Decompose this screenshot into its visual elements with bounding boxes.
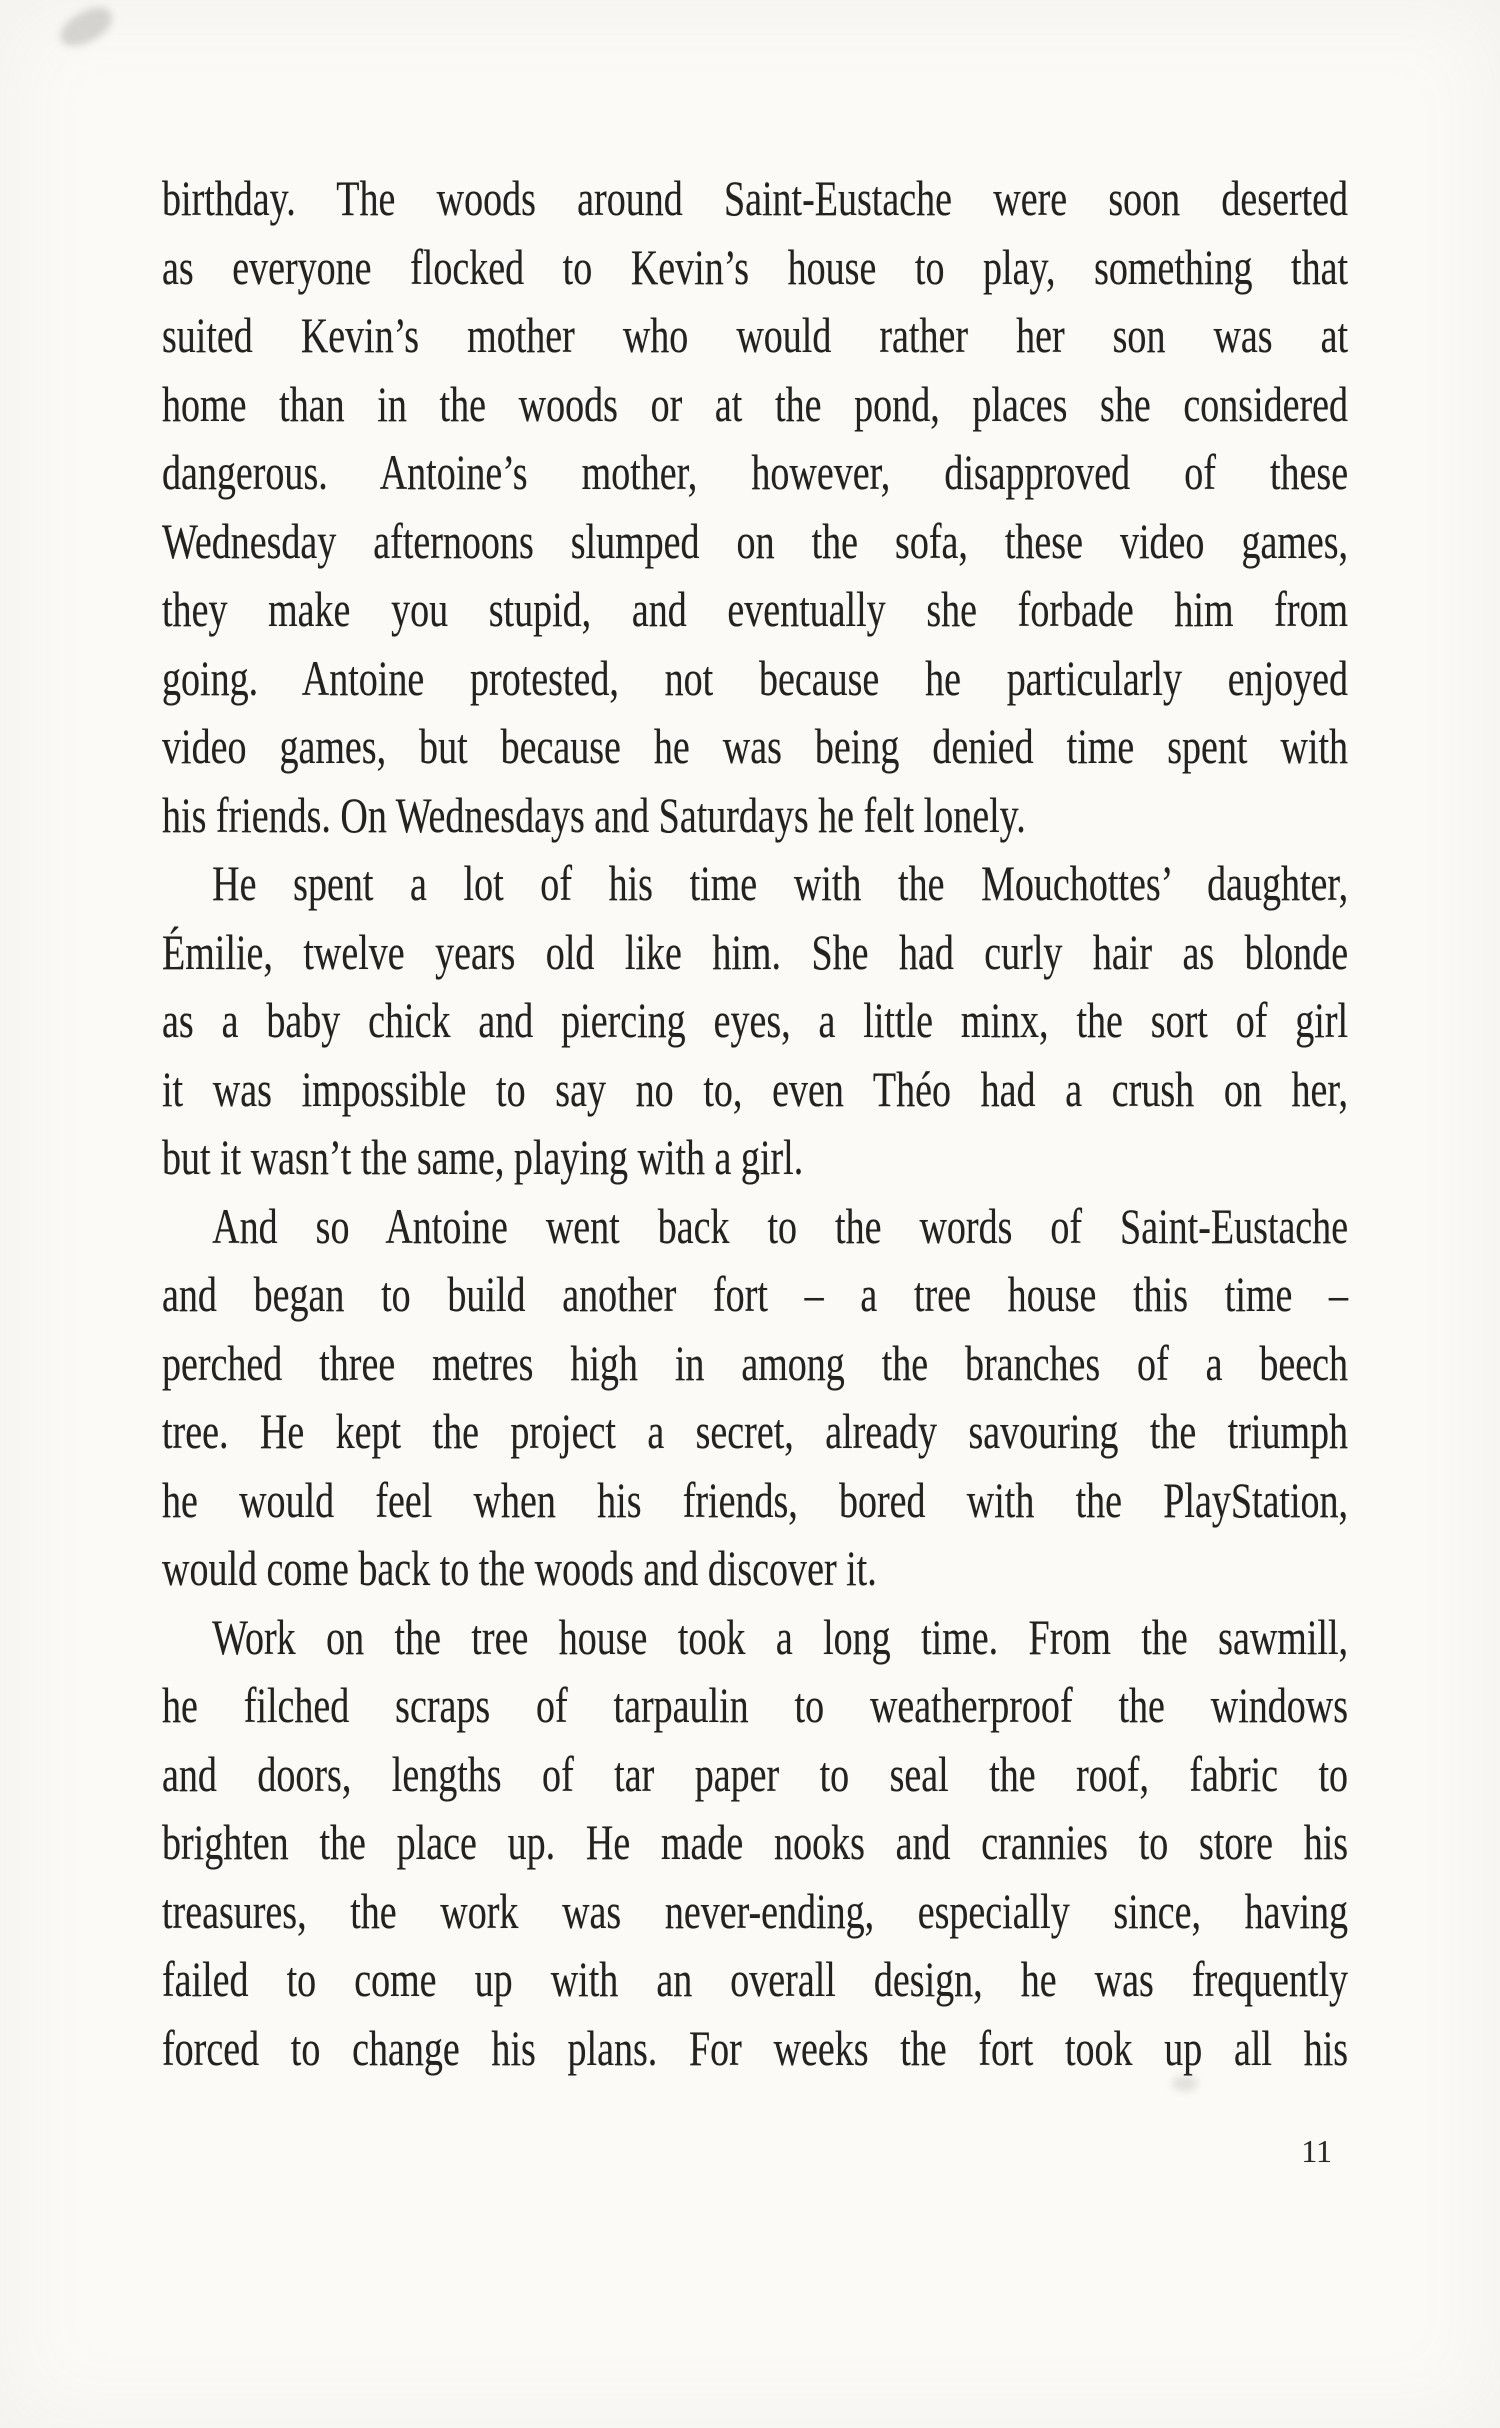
- text-line: Émilie, twelve years old like him. She had curly hair as blonde: [162, 923, 1349, 980]
- text-line: and began to build another fort – a tree house this time –: [162, 1266, 1349, 1322]
- text-line: dangerous. Antoine’s mother, however, disapproved of these: [162, 444, 1349, 500]
- text-line: tree. He kept the project a secret, already savouring the triumph: [162, 1403, 1349, 1459]
- text-line: Wednesday afternoons slumped on the sofa, these video games,: [162, 512, 1349, 569]
- text-line: his friends. On Wednesdays and Saturdays he felt lonely.: [162, 786, 1026, 843]
- text-line: home than in the woods or at the pond, places she considered: [162, 375, 1349, 432]
- paragraph: [162, 1603, 1348, 2083]
- text-line: failed to come up with an overall design, he was frequently: [162, 1951, 1349, 2007]
- text-line: suited Kevin’s mother who would rather her son was at: [162, 307, 1349, 363]
- paragraph: [162, 1192, 1348, 1603]
- text-line: brighten the place up. He made nooks and crannies to store his: [162, 1814, 1349, 1870]
- paragraph: [162, 164, 1348, 849]
- paragraph: [162, 849, 1348, 1192]
- text-line: treasures, the work was never-ending, especially since, having: [162, 1882, 1349, 1939]
- text-line: Work on the tree house took a long time. From the sawmill,: [212, 1608, 1349, 1665]
- text-line: would come back to the woods and discover it.: [162, 1540, 877, 1596]
- text-line: video games, but because he was being denied time spent with: [162, 718, 1349, 774]
- text-line: going. Antoine protested, not because he particularly enjoyed: [162, 649, 1349, 706]
- text-line: He spent a lot of his time with the Mouchottes’ daughter,: [212, 855, 1349, 911]
- text-line: forced to change his plans. For weeks the fort took up all his: [162, 2019, 1349, 2076]
- text-line: it was impossible to say no to, even Théo had a crush on her,: [162, 1060, 1349, 1117]
- text-line: as everyone flocked to Kevin’s house to play, something that: [162, 238, 1349, 295]
- text-line: they make you stupid, and eventually she forbade him from: [162, 581, 1349, 637]
- text-line: And so Antoine went back to the words of Saint-Eustache: [212, 1197, 1349, 1254]
- text-line: and doors, lengths of tar paper to seal the roof, fabric to: [162, 1745, 1349, 1802]
- page-text: [162, 164, 1348, 2082]
- page-number: 11: [1301, 2133, 1332, 2169]
- text-line: he filched scraps of tarpaulin to weatherproof the windows: [162, 1677, 1349, 1733]
- text-line: he would feel when his friends, bored with the PlayStation,: [162, 1471, 1349, 1528]
- scan-smudge: [54, 2, 117, 52]
- text-line: birthday. The woods around Saint-Eustache were soon deserted: [162, 170, 1349, 226]
- text-line: perched three metres high in among the branches of a beech: [162, 1334, 1349, 1391]
- text-line: as a baby chick and piercing eyes, a little minx, the sort of girl: [162, 992, 1349, 1048]
- text-line: but it wasn’t the same, playing with a girl.: [162, 1129, 804, 1185]
